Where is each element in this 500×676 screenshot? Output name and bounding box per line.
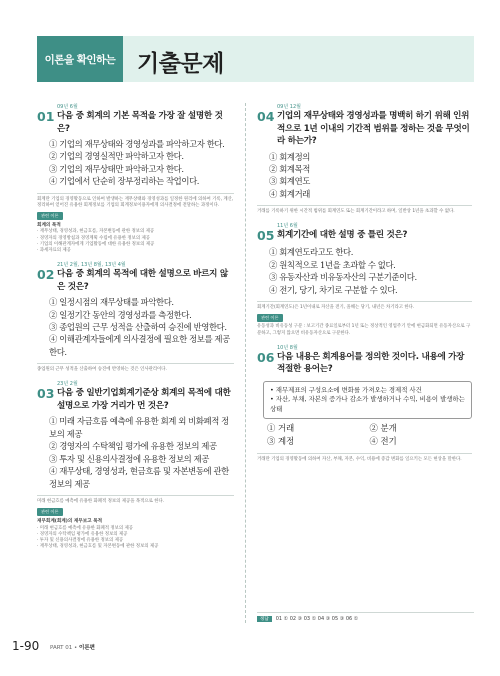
question-text: 다음 중 회계의 기본 목적을 가장 잘 설명한 것은?: [57, 111, 223, 134]
explanation: [37, 495, 234, 550]
explanation: [257, 453, 472, 463]
option[interactable]: ③ 회계연도: [269, 176, 310, 187]
option[interactable]: ④ 재무상태, 경영성과, 현금흐름 및 자본변동에 관한 정보의 제공: [49, 466, 229, 489]
question-04: [257, 103, 472, 215]
section-label: 이론편: [79, 645, 95, 651]
options: [49, 296, 234, 358]
option[interactable]: ④ 기업에서 단순히 장부정리하는 작업이다.: [49, 176, 200, 187]
explanation: [257, 301, 472, 337]
option[interactable]: ③ 기업의 재무상태만 파악하고자 한다.: [49, 163, 184, 174]
explanation: [257, 205, 472, 215]
theory-title: 회계의 목적: [37, 223, 61, 229]
theory-item: · 재무상태, 경영성과, 현금흐름, 자본변동에 관한 정보의 제공: [37, 229, 155, 235]
option[interactable]: ④ 전기, 당기, 차기로 구분할 수 있다.: [269, 284, 398, 295]
related-theory-badge: 관련 이론: [37, 212, 63, 220]
part-label: PART 01 •: [50, 645, 78, 651]
question-text: 회계기간에 대한 설명 중 틀린 것은?: [277, 230, 408, 241]
theory-item: · 과세자료의 제공: [37, 248, 71, 254]
explanation: [37, 363, 234, 373]
column-divider: [245, 103, 246, 623]
question-number: 05: [257, 228, 275, 244]
question-date: 23년 2월: [57, 381, 78, 388]
option[interactable]: ① 회계연도라고도 한다.: [269, 247, 353, 258]
question-05: [257, 222, 472, 336]
option[interactable]: ③ 유동자산과 비유동자산의 구분기준이다.: [269, 272, 417, 283]
definition-line: • 자산, 부채, 자본의 증가나 감소가 발생하거나 수익, 비용이 발생하는 상태: [270, 395, 465, 413]
option[interactable]: ① 기업의 재무상태와 경영성과를 파악하고자 한다.: [49, 139, 225, 149]
question-number: 04: [257, 109, 275, 124]
explanation-text: 거래란 기업의 경영활동에 의하여 자산, 부채, 자본, 수익, 비용에 증감 변화를 일으키는 모든 현상을 말한다.: [257, 457, 462, 463]
options: [267, 422, 472, 448]
question-06: [257, 344, 472, 464]
page-part-label: [50, 643, 95, 651]
answer-key: [257, 612, 474, 622]
question-number: 01: [37, 109, 55, 124]
question-02: [37, 261, 234, 373]
option[interactable]: ③ 계정: [267, 436, 295, 447]
theory-item: · 재무상태, 경영성과, 현금흐름 및 자본변동에 관한 정보의 제공: [37, 544, 159, 550]
options: [49, 138, 234, 188]
option[interactable]: ④ 이해관계자들에게 의사결정에 필요한 정보를 제공한다.: [49, 334, 230, 357]
options: [49, 415, 234, 489]
question-text: 다음 내용은 회계용어를 정의한 것이다. 내용에 가장 적절한 용어는?: [277, 351, 465, 375]
option[interactable]: ② 일정기간 동안의 경영성과를 측정한다.: [49, 309, 192, 320]
related-theory-badge: 관련 이론: [37, 508, 63, 516]
theory-item: · 경영자의 수탁책임 평가에 유용한 정보의 제공: [37, 531, 128, 537]
section-header: [37, 36, 474, 82]
left-column: [37, 103, 234, 557]
explanation: [37, 193, 234, 255]
question-number: 03: [37, 386, 55, 402]
question-number: 06: [257, 349, 275, 365]
answer-list: 01 ① 02 ③ 03 ① 04 ③ 05 ③ 06 ①: [275, 616, 359, 622]
explanation-text: 거래를 기록하기 위한 시간적 범위를 회계연도 또는 회계기간이라고 하며, 일반상 1년을 초과할 수 없다.: [257, 209, 455, 215]
option[interactable]: ② 원칙적으로 1년을 초과할 수 없다.: [269, 259, 396, 270]
theory-item: · 투자 및 신용의사결정에 유용한 정보의 제공: [37, 537, 124, 543]
theory-item: · 경영자의 경영방침과 경영계획 수립에 유용한 정보의 제공: [37, 235, 150, 241]
explanation-text: 회계란 기업의 경영활동으로 인하여 발생하는 재무상태와 경영성과를 일정한 원리에 의하여 기록, 계산, 정리하여 얻어진 유용한 회계정보를 기업의 회계정보이용자에게 의사결정에 전달하는 과정이다.: [37, 196, 234, 208]
option[interactable]: ④ 전기: [369, 436, 397, 447]
option[interactable]: ① 회계정의: [269, 151, 310, 162]
related-theory-badge: 관련 이론: [257, 314, 283, 322]
explanation-text: 종업원의 근무 성적을 산출하여 승진에 반영하는 것은 인사관리이다.: [37, 367, 167, 373]
option[interactable]: ② 분개: [369, 423, 397, 434]
question-01: [37, 103, 234, 254]
question-text: 다음 중 일반기업회계기준상 회계의 목적에 대한 설명으로 가장 거리가 먼 것은?: [57, 388, 231, 411]
option[interactable]: ① 거래: [267, 423, 295, 434]
question-date: 21년 2월, 13년 8월, 13년 4월: [57, 262, 126, 269]
options: [269, 151, 472, 201]
question-date: 10년 8월: [277, 344, 298, 351]
question-text: 다음 중 회계의 목적에 대한 설명으로 바르지 않은 것은?: [57, 269, 228, 292]
theory-item: · 미래 현금흐름 예측에 유용한 화폐적 정보의 제공: [37, 525, 133, 531]
right-column: [257, 103, 472, 470]
answer-label: 정답: [257, 616, 272, 622]
question-03: [37, 380, 234, 550]
theory-title: 재무회계(회계)의 재무보고 목적: [37, 519, 103, 525]
question-date: 09년 12월: [277, 104, 301, 110]
option[interactable]: ③ 투자 및 신용의사결정에 유용한 정보의 제공: [49, 453, 209, 464]
section-tag: 이론을 확인하는: [37, 36, 123, 82]
definition-line: • 재무제표의 구성요소에 변화를 가져오는 경제적 사건: [270, 385, 422, 394]
explanation-text: 회계기간(회계연도)은 1년이내로 자산을 전기, 올해는 당기, 내년은 차기라고 한다.: [257, 304, 415, 310]
option[interactable]: ③ 종업원의 근무 성적을 산출하여 승진에 반영한다.: [49, 322, 227, 333]
question-date: 09년 6월: [57, 104, 78, 110]
question-date: 11년 6월: [277, 223, 298, 230]
definition-box: [263, 381, 472, 420]
explanation-text: 미래 현금흐름 예측에 유용한 화폐적 정보의 제공을 목적으로 한다.: [37, 498, 165, 504]
theory-item: · 기업의 이해관계자에게 기업활동에 대한 유용한 정보의 제공: [37, 241, 155, 247]
section-title: 기출문제: [137, 51, 224, 77]
options: [269, 246, 472, 296]
option[interactable]: ④ 회계거래: [269, 188, 310, 199]
theory-item: 유동성과 비유동성 구분 : 보고기간 종료일로부터 1년 또는 정상적인 영업주기 안에 현금화되면 유동자산으로 구분하고, 그렇지 않으면 비유동자산으로 구분한다.: [257, 324, 471, 336]
option[interactable]: ② 회계목적: [269, 163, 310, 174]
option[interactable]: ② 기업의 경영실적만 파악하고자 한다.: [49, 151, 184, 162]
option[interactable]: ② 경영자의 수탁책임 평가에 유용한 정보의 제공: [49, 441, 217, 452]
question-number: 02: [37, 267, 55, 283]
page-number: 1-90: [12, 639, 40, 653]
option[interactable]: ① 미래 자금흐름 예측에 유용한 회계 외 비화폐적 정보의 제공: [49, 416, 229, 439]
question-text: 기업의 재무상태와 경영성과를 명백히 하기 위해 인위적으로 1년 이내의 기간적 범위를 정하는 것을 무엇이라 하는가?: [277, 111, 470, 146]
option[interactable]: ① 일정시점의 재무상태를 파악한다.: [49, 297, 174, 308]
